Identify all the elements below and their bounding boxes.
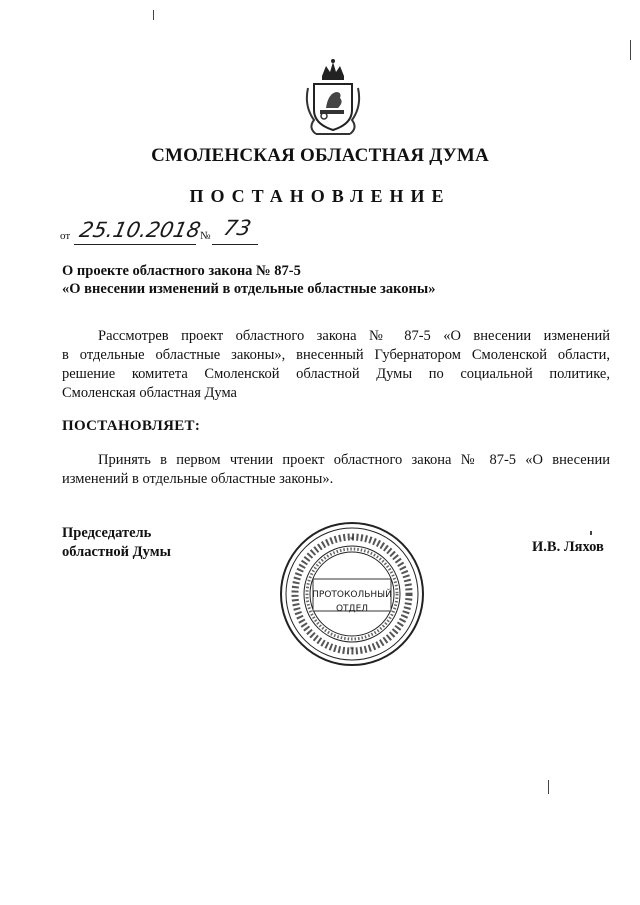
preamble-paragraph (62, 327, 610, 403)
number-prefix: № (200, 230, 211, 242)
preamble-line-4: Смоленская областная Дума (62, 385, 237, 401)
scan-speck (590, 531, 592, 535)
document-subject (62, 262, 582, 298)
resolution-paragraph (62, 451, 610, 489)
date-number-line (60, 216, 280, 246)
document-type-title: ПОСТАНОВЛЕНИЕ (189, 186, 451, 206)
signatory-name: И.В. Ляхов (532, 539, 604, 555)
date-underline (74, 244, 196, 245)
scan-speck (630, 40, 631, 60)
preamble-line-2: в отдельные областные законы», внесенный Губернатором Смоленской области, (62, 347, 610, 363)
resolution-line-1: Принять в первом чтении проект областного закона № 87-5 «О внесении (98, 452, 610, 468)
smolensk-coat-of-arms-icon (302, 58, 364, 136)
organization-title: СМОЛЕНСКАЯ ОБЛАСТНАЯ ДУМА (151, 145, 489, 166)
position-line-1: Председатель (62, 525, 152, 541)
handwritten-date: 25.10.2018 (77, 218, 203, 242)
number-underline (212, 244, 258, 245)
date-prefix: от (60, 230, 71, 242)
decree-heading: ПОСТАНОВЛЯЕТ: (62, 418, 201, 434)
handwritten-number: 73 (221, 216, 254, 240)
stamp-line-2: ОТДЕЛ (335, 604, 369, 614)
scan-speck (153, 10, 154, 20)
preamble-line-3: решение комитета Смоленской областной Думы по социальной политике, (62, 366, 610, 382)
position-line-2: областной Думы (62, 544, 171, 560)
subject-line-1: О проекте областного закона № 87-5 (62, 263, 301, 279)
stamp-center-text (302, 588, 402, 616)
signatory-position (62, 524, 171, 562)
scan-speck (548, 780, 549, 794)
svg-text:*: * (349, 535, 355, 545)
preamble-line-1: Рассмотрев проект областного закона № 87-5 «О внесении изменений (98, 328, 610, 344)
svg-text:*: * (349, 645, 355, 655)
resolution-line-2: изменений в отдельные областные законы». (62, 471, 334, 487)
stamp-line-1: ПРОТОКОЛЬНЫЙ (312, 590, 392, 600)
subject-line-2: «О внесении изменений в отдельные областные законы» (62, 281, 436, 297)
